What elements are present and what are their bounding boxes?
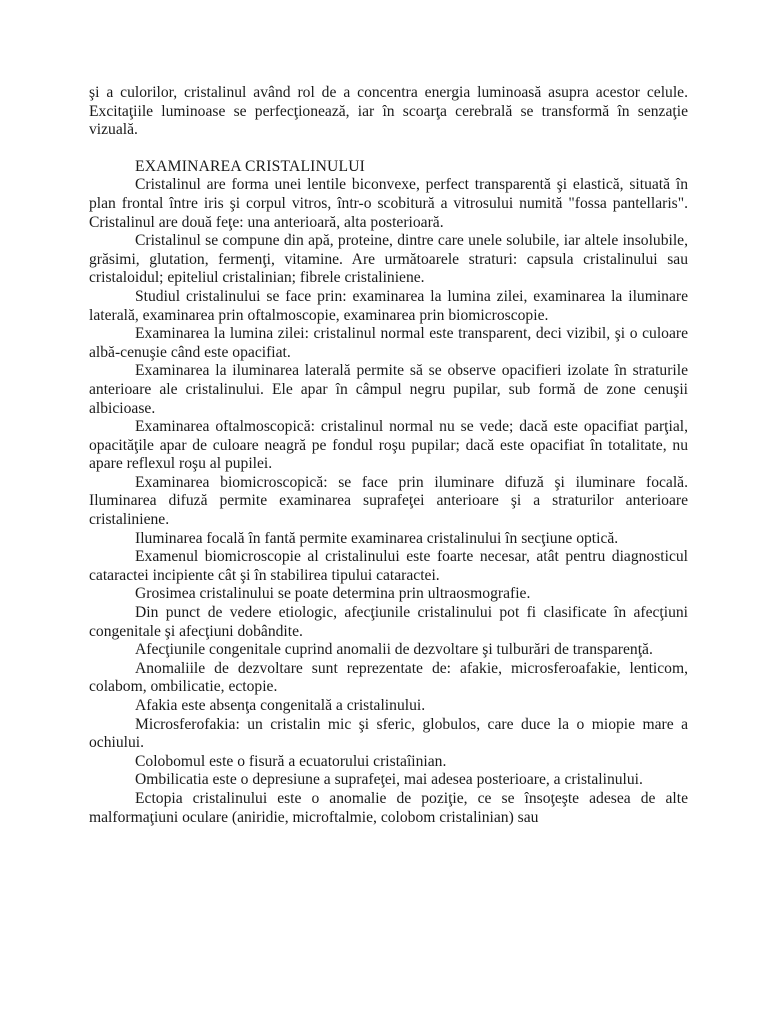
paragraph-congenital: Afecţiunile congenitale cuprind anomalii de dezvoltare şi tulburări de transparenţă. (135, 641, 653, 659)
paragraph-lens-shape: Cristalinul are forma unei lentile biconvexe, perfect transparentă şi elastică, situată în plan frontal între iris şi corpul vitros, într-o scobitură a vitrosului numită "fossa pantellaris". Cristalinul are două feţe: una anterioară, alta posterioară. (89, 176, 688, 231)
paragraph-microspherophakia: Microsferofakia: un cristalin mic şi sferic, globulos, care duce la o miopie mare a ochiului. (89, 715, 688, 752)
paragraph-ophthalmoscopic-exam: Examinarea oftalmoscopică: cristalinul normal nu se vede; dacă este opacifiat parţial, opacităţile apar de culoare neagră pe fondul roşu pupilar; dacă este opacifiat în totalitate, nu apare reflexul roşu al pupilei. (89, 418, 688, 473)
paragraph-etiology: Din punct de vedere etiologic, afecţiunile cristalinului pot fi clasificate în afecţiuni congenitale şi afecţiuni dobândite. (89, 604, 688, 640)
paragraph-daylight-exam: Examinarea la lumina zilei: cristalinul normal este transparent, deci vizibil, şi o culoare albă-cenuşie când este opacifiat. (89, 325, 688, 361)
body-text-column (89, 84, 688, 827)
paragraph-lateral-exam: Examinarea la iluminarea laterală permite să se observe opacifieri izolate în straturile anterioare ale cristalinului. Ele apar în câmpul negru pupilar, sub formă de zone cenuşii albicioase. (89, 362, 688, 417)
paragraph-biomicroscopy-importance: Examenul biomicroscopie al cristalinului este foarte necesar, atât pentru diagnosticul cataractei incipiente cât şi în stabilirea tipului cataractei. (89, 548, 688, 584)
paragraph-biomicroscopic-exam: Examinarea biomicroscopică: se face prin iluminare difuză şi iluminare focală. Iluminarea difuză permite examinarea suprafeţei anterioare şi a straturilor anterioare cristaliniene. (89, 473, 688, 529)
paragraph-thickness: Grosimea cristalinului se poate determina prin ultraosmografie. (135, 585, 531, 603)
paragraph-aphakia: Afakia este absenţa congenitală a cristalinului. (135, 697, 426, 714)
paragraph-coloboma: Colobomul este o fisură a ecuatorului cristaîinian. (135, 752, 447, 770)
paragraph-study-methods: Studiul cristalinului se face prin: examinarea la lumina zilei, examinarea la iluminare laterală, examinarea prin oftalmoscopie, examinarea prin biomicroscopie. (89, 287, 688, 324)
paragraph-ectopia: Ectopia cristalinului este o anomalie de poziţie, ce se însoţeşte adesea de alte malformaţiuni oculare (aniridie, microftalmie, colobom cristalinian) sau (89, 789, 688, 826)
paragraph-umbilication: Ombilicatia este o depresiune a suprafeţei, mai adesea posterioare, a cristalinului. (135, 771, 643, 789)
paragraph-lens-composition: Cristalinul se compune din apă, proteine, dintre care unele solubile, iar altele insolubile, grăsimi, glutation, fermenţi, vitamine. Are următoarele straturi: capsula cristalinului sau cristaloidul; epiteliul cristalinian; fibrele cristaliniene. (89, 232, 688, 287)
paragraph-development-anomalies: Anomaliile de dezvoltare sunt reprezentate de: afakie, microsferoafakie, lenticom, colabom, ombilicatie, ectopie. (89, 659, 688, 696)
intro-paragraph: şi a culorilor, cristalinul având rol de a concentra energia luminoasă asupra acestor celule. Excitaţiile luminoase se perfecţionează, iar în scoarţa cerebrală se transformă în senzaţie vizuală. (89, 84, 688, 139)
paragraph-focal-illumination: Iluminarea focală în fantă permite examinarea cristalinului în secţiune optică. (135, 529, 619, 547)
section-heading: EXAMINAREA CRISTALINULUI (135, 157, 366, 175)
